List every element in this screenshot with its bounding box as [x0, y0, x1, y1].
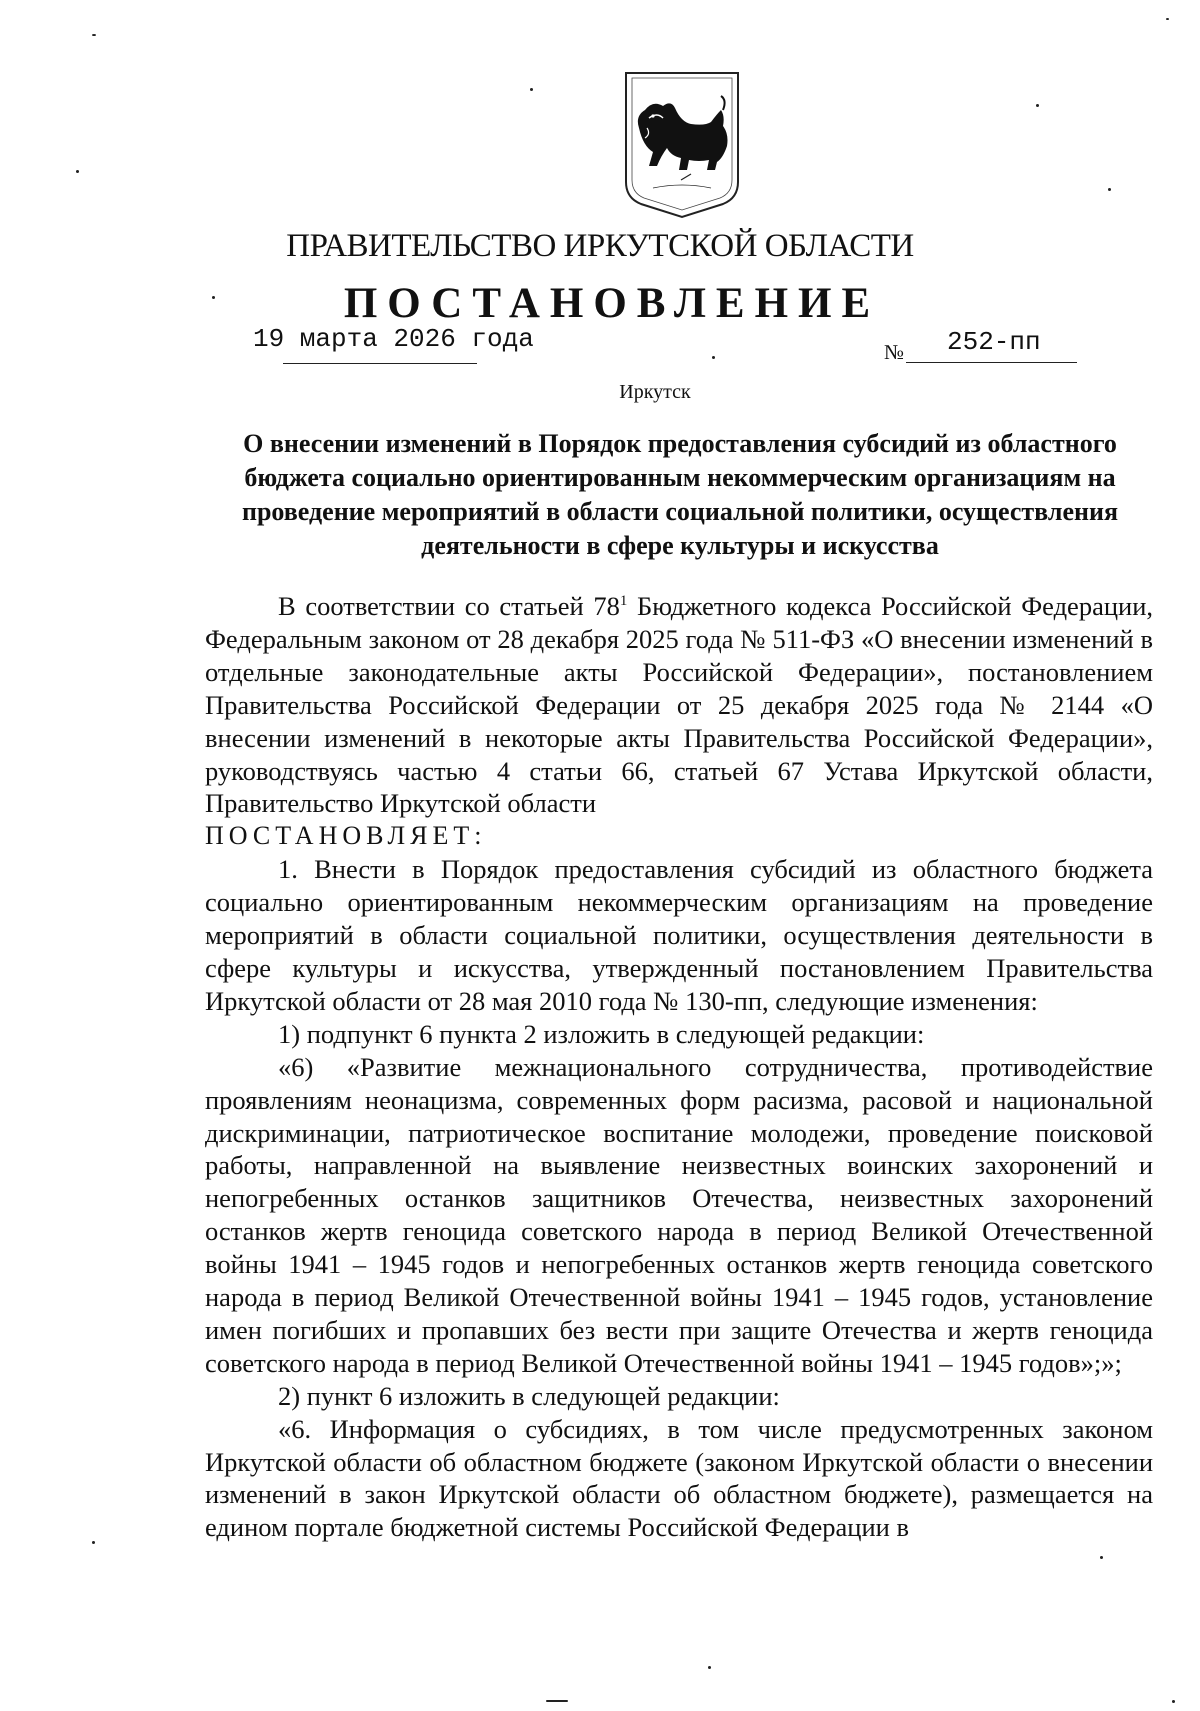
- scan-speck: [530, 88, 533, 91]
- superscript: 1: [619, 593, 628, 610]
- document-date: 19 марта 2026 года: [253, 324, 534, 354]
- resolves-word: ПОСТАНОВЛЯЕТ:: [205, 821, 487, 851]
- quote-1: «6) «Развитие межнационального сотрудничества, противодействие проявлениям неонацизма, современных форм расизма, расовой и национальной дискриминации, патриотическое воспитание молодежи, проведение поисковой работы, направленной на выявление неизвестных воинских захоронений и непогребенных останков защитников Отечества, неизвестных захоронений останков жертв геноцида советского народа в период Великой Отечественной войны 1941 – 1945 годов и непогребенных останков жертв геноцида советского народа в период Великой Отечественной войны 1941 – 1945 годов, установление имен погибших и пропавших без вести при защите Отечества и жертв геноцида советского народа в период Великой Отечественной войны 1941 – 1945 годов»;»;: [205, 1051, 1153, 1378]
- scan-speck: [1172, 1700, 1175, 1703]
- scan-speck: [76, 170, 79, 173]
- government-title: ПРАВИТЕЛЬСТВО ИРКУТСКОЙ ОБЛАСТИ: [286, 228, 914, 264]
- scan-speck: [1108, 188, 1111, 191]
- scan-speck: [1166, 18, 1169, 20]
- item-1: 1. Внести в Порядок предоставления субсидий из областного бюджета социально ориентированным некоммерческим организациям на проведение мероприятий в области социальной политики, осуществления деятельности в сфере культуры и искусства, утвержденный постановлением Правительства Иркутской области от 28 мая 2010 года № 130-пп, следующие изменения:: [205, 854, 1153, 1016]
- coat-of-arms-icon: [623, 70, 741, 220]
- number-underline: [906, 362, 1077, 363]
- document-type: ПОСТАНОВЛЕНИЕ: [343, 280, 881, 327]
- number-sign: №: [884, 340, 905, 364]
- preamble-text-cont: Бюджетного кодекса Российской Федерации, Федеральным законом от 28 декабря 2025 года № 511-ФЗ «О внесении изменений в отдельные законодательные акты Российской Федерации», постановлением Правительства Российской Федерации от 25 декабря 2025 года № 2144 «О внесении изменений в некоторые акты Правительства Российской Федерации», руководствуясь частью 4 статьи 66, статьей 67 Устава Иркутской области, Правительство Иркутской области: [205, 591, 1154, 819]
- scan-speck: [92, 34, 96, 36]
- scan-speck: [546, 1700, 568, 1702]
- document-body: [205, 590, 1153, 1544]
- scan-speck: [708, 1666, 711, 1669]
- quote-2: «6. Информация о субсидиях, в том числе предусмотренных законом Иркутской области об областном бюджете (законом Иркутской области о внесении изменений в закон Иркутской области об областном бюджете), размещается на едином портале бюджетной системы Российской Федерации в: [205, 1413, 1153, 1543]
- preamble: [205, 590, 1153, 820]
- preamble-text: В соответствии со статьей 78: [278, 591, 620, 621]
- date-underline: [283, 363, 477, 364]
- scan-speck: [1036, 104, 1039, 107]
- document-subject: О внесении изменений в Порядок предоставления субсидий из областного бюджета социально ориентированным некоммерческим организациям на проведение мероприятий в области социальной политики, осуществления деятельности в сфере культуры и искусства: [241, 429, 1119, 560]
- subitem-2: 2) пункт 6 изложить в следующей редакции:: [278, 1380, 780, 1411]
- scan-speck: [712, 356, 715, 359]
- subitem-1: 1) подпункт 6 пункта 2 изложить в следующей редакции:: [278, 1018, 925, 1049]
- city: Иркутск: [619, 381, 691, 403]
- scan-speck: [92, 1541, 95, 1544]
- document-number: 252-пп: [947, 327, 1041, 357]
- scan-speck: [1100, 1556, 1103, 1559]
